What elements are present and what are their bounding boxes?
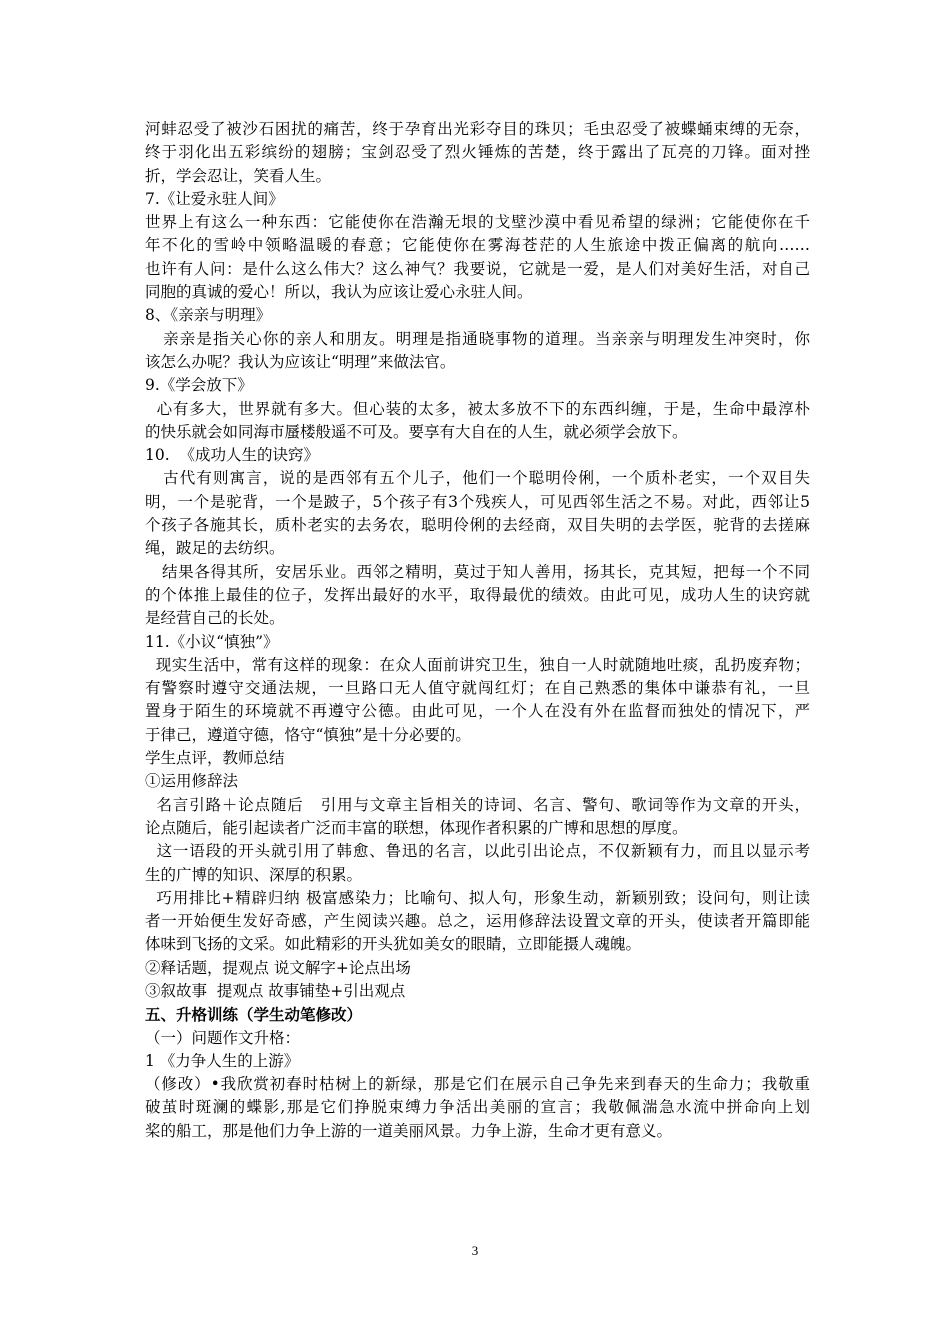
text-line: 的个体推上最佳的位子，发挥出最好的水平，取得最优的绩效。由此可见，成功人生的诀窍就: [145, 585, 810, 604]
text-line: 学生点评，教师总结: [145, 749, 285, 768]
text-line: 是经营自己的长处。: [145, 609, 285, 628]
text-line: 于律己，遵道守德，恪守“慎独”是十分必要的。: [145, 725, 471, 744]
text-line: 古代有则寓言，说的是西邻有五个儿子，他们一个聪明伶俐，一个质朴老实，一个双目失: [145, 469, 810, 488]
text-line: 巧用排比+精辟归纳 极富感染力；比喻句、拟人句，形象生动，新颖别致；设问句，则让读: [145, 888, 810, 907]
document-body: [145, 118, 810, 1143]
text-line: 破茧时斑澜的蝶影,那是它们挣脱束缚力争活出美丽的宣言；我敬佩湍急水流中拼命向上划: [145, 1098, 810, 1117]
text-line: 论点随后，能引起读者广泛而丰富的联想，体现作者积累的广博和思想的厚度。: [145, 818, 688, 837]
text-line: 体味到飞扬的文采。如此精彩的开头犹如美女的眼睛，立即能摄人魂魄。: [145, 935, 642, 954]
text-line: 者一开始便生发好奇感，产生阅读兴趣。总之，运用修辞法设置文章的开头，使读者开篇即能: [145, 912, 810, 931]
text-line: 五、升格训练（学生动笔修改）: [145, 1005, 363, 1025]
text-line: 的快乐就会如同海市蜃楼般遥不可及。要享有大自在的人生，就必须学会放下。: [145, 422, 688, 441]
text-line: （一）问题作文升格：: [145, 1028, 301, 1047]
page-number: 3: [471, 1243, 479, 1258]
text-line: 该怎么办呢？我认为应该让“明理”来做法官。: [145, 352, 456, 371]
text-line: 河蚌忍受了被沙石困扰的痛苦，终于孕育出光彩夺目的珠贝；毛虫忍受了被蝶蛹束缚的无奈，: [145, 120, 810, 138]
text-line: 生的广博的知识、深厚的积累。: [145, 865, 363, 884]
text-line: 11.《小议“慎独”》: [145, 632, 279, 651]
text-line: 有警察时遵守交通法规，一旦路口无人值守就闯红灯；在自己熟悉的集体中谦恭有礼，一旦: [145, 679, 810, 698]
text-line: 绳，跛足的去纺织。: [145, 539, 285, 558]
text-line: 折，学会忍让，笑看人生。: [145, 166, 332, 185]
text-line: 年不化的雪岭中领略温暖的春意；它能使你在雾海苍茫的人生旅途中拨正偏离的航向……: [145, 236, 810, 255]
text-line: ②释话题，提观点 说文解字+论点出场: [145, 958, 411, 977]
text-line: 置身于陌生的环境就不再遵守公德。由此可见，一个人在没有外在监督而独处的情况下，严: [145, 702, 810, 721]
text-line: 也许有人问：是什么这么伟大？这么神气？我要说，它就是一爱，是人们对美好生活，对自己: [145, 259, 810, 278]
text-line: 7.《让爱永驻人间》: [145, 189, 284, 208]
text-line: ①运用修辞法: [145, 772, 239, 791]
text-line: 10. 《成功人生的诀窍》: [145, 446, 320, 465]
text-line: 1 《力争人生的上游》: [145, 1051, 300, 1070]
text-line: 心有多大，世界就有多大。但心装的太多，被太多放不下的东西纠缠，于是，生命中最淳朴: [145, 399, 810, 418]
text-line: 现实生活中，常有这样的现象：在众人面前讲究卫生，独自一人时就随地吐痰，乱扔废弃物；: [145, 655, 810, 674]
text-line: 名言引路＋论点随后 引用与文章主旨相关的诗词、名言、警句、歌词等作为文章的开头，: [145, 795, 810, 814]
text-line: （修改）•我欣赏初春时枯树上的新绿，那是它们在展示自己争先来到春天的生命力；我敬重: [145, 1075, 810, 1094]
text-line: 9.《学会放下》: [145, 376, 253, 395]
text-line: 亲亲是指关心你的亲人和朋友。明理是指通晓事物的道理。当亲亲与明理发生冲突时，你: [145, 329, 810, 348]
text-line: 同胞的真诚的爱心！所以，我认为应该让爱心永驻人间。: [145, 283, 533, 302]
text-line: ③叙故事 提观点 故事铺垫+引出观点: [145, 981, 406, 1000]
text-line: 终于羽化出五彩缤纷的翅膀；宝剑忍受了烈火锤炼的苦楚，终于露出了瓦亮的刀锋。面对挫: [145, 143, 810, 162]
text-line: 这一语段的开头就引用了韩愈、鲁迅的名言，以此引出论点，不仅新颖有力，而且以显示考: [145, 842, 810, 861]
text-line: 桨的船工，那是他们力争上游的一道美丽风景。力争上游，生命才更有意义。: [145, 1121, 673, 1140]
text-line: 结果各得其所，安居乐业。西邻之精明，莫过于知人善用，扬其长，克其短，把每一个不同: [145, 562, 810, 581]
text-line: 明，一个是驼背，一个是跛子，5个孩子有3个残疾人，可见西邻生活之不易。对此，西邻让5: [145, 492, 810, 511]
text-line: 世界上有这么一种东西：它能使你在浩瀚无垠的戈壁沙漠中看见希望的绿洲；它能使你在千: [145, 213, 810, 232]
text-line: 8、《亲亲与明理》: [145, 306, 272, 325]
text-line: 个孩子各施其长，质朴老实的去务农，聪明伶俐的去经商，双目失明的去学医，驼背的去搓麻: [145, 516, 810, 535]
